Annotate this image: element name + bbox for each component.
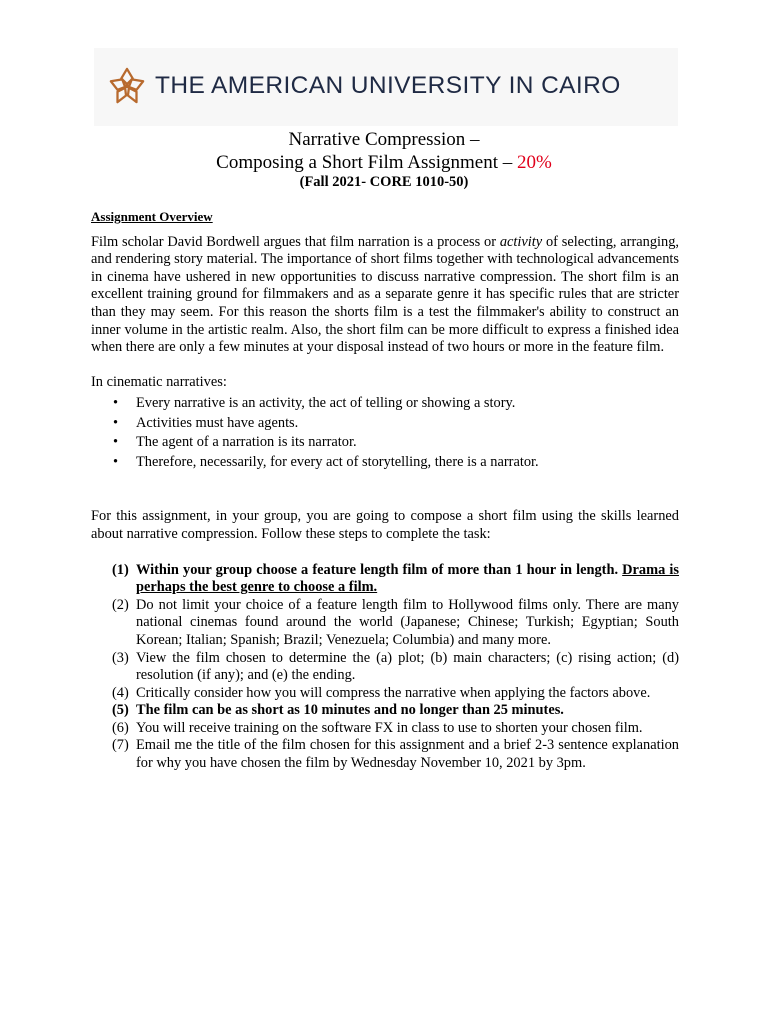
step-number: (4): [112, 684, 129, 701]
step-text: View the film chosen to determine the (a) plot; (b) main characters; (c) rising action; (d) resolution (if any); and (e) the ending.: [136, 649, 679, 684]
overview-text-start: Film scholar David Bordwell argues that film narration is a process or: [91, 233, 500, 250]
course-term: (Fall 2021- CORE 1010-50): [299, 174, 469, 190]
step-number: (2): [112, 596, 129, 613]
bullet-item: [91, 453, 679, 473]
bullet-item: [91, 414, 679, 434]
document-title: Narrative Compression –: [288, 129, 480, 150]
section-heading: Assignment Overview: [91, 209, 213, 224]
overview-italic-word: activity: [499, 233, 543, 250]
step-item: [91, 685, 679, 703]
step-item: [91, 562, 679, 597]
step-text: Critically consider how you will compress the narrative when applying the factors above.: [136, 684, 651, 701]
document-subtitle: [0, 151, 768, 174]
step-number: (7): [112, 737, 129, 754]
step-item: [91, 720, 679, 738]
step-text: You will receive training on the software FX in class to use to shorten your chosen film.: [136, 719, 643, 736]
step-item: [91, 702, 679, 720]
step-text: Do not limit your choice of a feature length film to Hollywood films only. There are many national cinemas found around the world (Japanese; Chinese; Turkish; Egyptian; South Korean; Italian; Spanish; Brazil; Venezuela; Columbia) and many more.: [136, 596, 679, 648]
step-bold-text: Within your group choose a feature length film of more than 1 hour in length.: [136, 561, 623, 578]
bullet-text: Every narrative is an activity, the act of telling or showing a story.: [136, 395, 516, 412]
narratives-intro: In cinematic narratives:: [91, 373, 227, 390]
step-item: [91, 597, 679, 650]
bullet-icon: •: [113, 414, 119, 431]
step-item: [91, 737, 679, 772]
title-block: [0, 128, 768, 191]
assignment-steps-list: [91, 562, 679, 773]
bullet-icon: •: [113, 453, 119, 470]
step-number: (1): [112, 561, 129, 578]
bullet-text: The agent of a narration is its narrator.: [136, 434, 357, 451]
bullet-text: Activities must have agents.: [136, 414, 299, 431]
step-text: Email me the title of the film chosen for this assignment and a brief 2-3 sentence explanation for why you have chosen the film by Wednesday November 10, 2021 by 3pm.: [136, 737, 679, 772]
step-bold-text: The film can be as short as 10 minutes and no longer than 25 minutes.: [136, 702, 564, 719]
overview-text-end: of selecting, arranging, and rendering story material. The importance of short films together with technological advancements in cinema have ushered in new opportunities to discuss narrative compression. The short film is an excellent training ground for filmmakers and as a separate genre it has specific rules that are stricter than they may seem. For this reason the shorts film is a test the filmmaker's ability to construct an inner volume in the artistic realm. Also, the short film can be more difficult to express a finished idea when there are only a few minutes at your disposal instead of two hours or more in the feature film.: [91, 233, 680, 356]
step-emphasis-text: Drama is perhaps the best genre to choose a film.: [136, 561, 679, 596]
bullet-item: [91, 433, 679, 453]
bullet-icon: •: [113, 395, 119, 412]
subtitle-main: Composing a Short Film Assignment –: [216, 152, 518, 173]
assignment-intro: For this assignment, in your group, you are going to compose a short film using the skills learned about narrative compression. Follow these steps to complete the task:: [91, 508, 679, 542]
step-item: [91, 650, 679, 685]
auc-logo-icon: [108, 67, 146, 105]
overview-paragraph: [91, 234, 679, 357]
bullet-icon: •: [113, 434, 119, 451]
bullet-item: [91, 394, 679, 414]
narratives-bullet-list: [91, 394, 679, 472]
bullet-text: Therefore, necessarily, for every act of storytelling, there is a narrator.: [136, 453, 539, 470]
step-number: (5): [112, 702, 129, 719]
step-number: (3): [112, 649, 129, 666]
document-body: [91, 208, 679, 773]
university-name: THE AMERICAN UNIVERSITY IN CAIRO: [155, 72, 621, 99]
step-number: (6): [112, 719, 129, 736]
grade-weight: 20%: [517, 152, 552, 173]
